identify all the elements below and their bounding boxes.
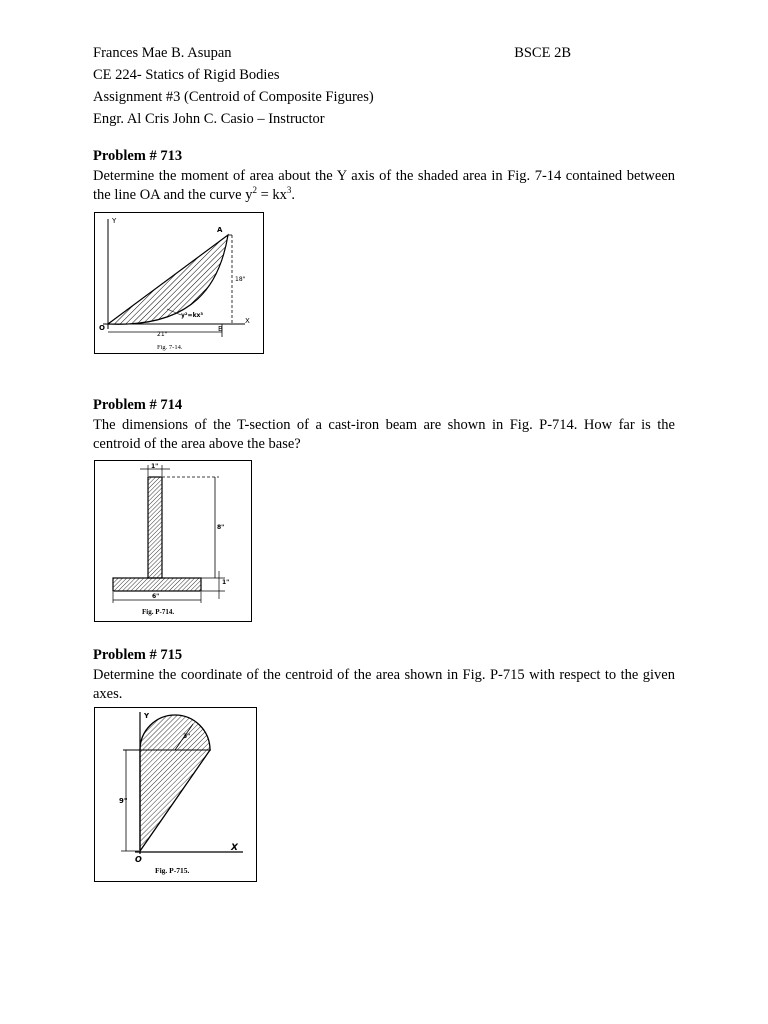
figure-caption: Fig. P-715.	[155, 866, 190, 875]
problem-title: Problem # 715	[93, 647, 183, 663]
document-header	[93, 42, 675, 130]
author-name: Frances Mae B. Asupan	[93, 45, 232, 61]
y-axis-label: Y	[112, 217, 117, 225]
height-label: 18"	[235, 276, 246, 283]
web-height-label: 8"	[217, 524, 225, 531]
x-axis-label: X	[231, 843, 238, 853]
course-title: CE 224- Statics of Rigid Bodies	[93, 67, 280, 83]
web	[148, 477, 162, 578]
problem-text: The dimensions of the T-section of a cast-iron beam are shown in Fig. P-714. How far is the centroid of the area above the base?	[93, 417, 675, 452]
figure-caption: Fig. 7-14.	[157, 344, 183, 351]
flange-height-label: 1"	[222, 579, 230, 586]
assignment-title: Assignment #3 (Centroid of Composite Figures)	[93, 89, 374, 105]
shaded-area	[108, 235, 228, 324]
web-width-label: 1"	[151, 463, 159, 470]
point-b-label: B	[218, 325, 223, 333]
shaded-area	[140, 715, 210, 851]
radius-label: 3"	[183, 733, 191, 740]
figure-p-714	[94, 460, 252, 622]
origin-label: O	[99, 324, 105, 332]
figure-caption: Fig. P-714.	[142, 608, 175, 616]
problem-title: Problem # 713	[93, 148, 183, 164]
origin-label: O	[135, 855, 142, 864]
point-a-label: A	[217, 226, 223, 234]
problem-715	[93, 646, 675, 704]
width-label: 21"	[157, 331, 168, 338]
problem-text: Determine the moment of area about the Y axis of the shaded area in Fig. 7-14 contained between the line OA and the curve $y^2 = kx^3$.	[93, 168, 675, 203]
problem-714	[93, 396, 675, 454]
height-label: 9"	[119, 797, 128, 805]
header-row-1	[93, 42, 675, 64]
y-axis-label: Y	[144, 712, 150, 720]
x-axis-label: X	[245, 317, 250, 325]
problem-713	[93, 147, 675, 205]
problem-text: Determine the coordinate of the centroid of the area shown in Fig. P-715 with respect to the given axes.	[93, 667, 675, 702]
figure-7-14	[94, 212, 264, 354]
flange-width-label: 6"	[152, 593, 160, 600]
problem-title: Problem # 714	[93, 397, 183, 413]
instructor-name: Engr. Al Cris John C. Casio – Instructor	[93, 111, 325, 127]
flange	[113, 578, 201, 591]
class-code: BSCE 2B	[514, 45, 571, 61]
figure-p-715	[94, 707, 257, 882]
curve-label: y²=kx³	[181, 312, 204, 319]
